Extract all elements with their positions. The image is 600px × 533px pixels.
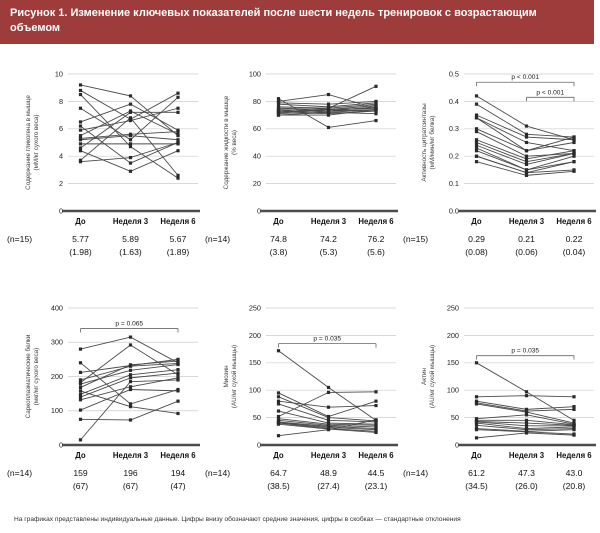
data-point [79,398,82,401]
data-point [176,95,179,98]
sd-value: (0.08) [465,246,488,257]
chart-panel-citrate-synthase [400,60,596,272]
data-point [277,113,280,116]
y-tick-label: 200 [446,330,459,340]
sd-value: (1.89) [166,246,190,257]
data-point [277,97,280,100]
subject-line [477,128,575,150]
data-point [79,389,82,392]
n-label: (n=14) [205,467,231,478]
sd-value: (23.1) [364,480,388,491]
y-tick-label: 0.4 [448,96,459,106]
p-value-bracket [279,335,377,347]
data-point [79,93,82,96]
y-axis-label-text: Актин [421,367,428,385]
y-tick-label: 20 [252,178,261,188]
data-point [79,382,82,385]
x-category-label: Неделя 3 [112,450,149,460]
data-point [475,127,478,130]
x-category-label: Неделя 6 [358,450,394,460]
data-point [129,145,132,148]
y-tick-label: 60 [252,123,261,133]
data-point [374,112,377,115]
data-point [176,176,179,179]
data-point [79,395,82,398]
y-axis-units-text: (% веса) [231,129,238,155]
data-point [572,135,575,138]
data-point [374,108,377,111]
mean-value: 194 [170,467,186,478]
y-tick-label: 100 [50,405,63,415]
data-point [176,110,179,113]
x-category-label: Неделя 6 [358,216,394,226]
sd-value: (26.0) [515,480,538,491]
x-category-label: Неделя 3 [508,450,545,460]
data-point [176,132,179,135]
x-category-label: Неделя 6 [160,450,196,460]
x-category-label: Неделя 6 [160,216,196,226]
data-point [525,413,528,416]
data-point [176,106,179,109]
data-point [525,135,528,138]
chart-panel-fluid [202,60,398,272]
y-tick-label: 0.3 [448,123,459,133]
data-point [176,399,179,402]
y-tick-label: 10 [54,69,63,79]
data-point [79,146,82,149]
x-category-label: До [75,450,86,460]
data-point [572,149,575,152]
data-point [525,394,528,397]
mean-value: 48.9 [320,467,337,478]
y-tick-label: 80 [252,96,261,106]
data-point [525,160,528,163]
y-tick-label: 400 [50,303,63,313]
data-point [129,405,132,408]
data-point [525,163,528,166]
chart-panel-glycogen [4,60,200,272]
mean-value: 44.5 [367,467,385,478]
data-point [277,399,280,402]
data-point [374,418,377,421]
y-tick-label: 40 [252,151,261,161]
p-value-label: p < 0.001 [536,88,565,96]
data-point [79,378,82,381]
data-point [79,142,82,145]
sd-value: (67) [122,480,139,491]
data-point [525,424,528,427]
subject-line [81,337,179,363]
n-label: (n=14) [205,233,231,244]
sd-value: (1.98) [69,246,92,257]
sd-value: (0.04) [562,246,586,257]
data-point [475,130,478,133]
data-point [525,171,528,174]
data-point [176,371,179,374]
charts-grid [0,44,600,506]
x-category-label: Неделя 6 [556,450,592,460]
data-point [79,361,82,364]
data-point [176,130,179,133]
data-point [572,138,575,141]
data-point [475,423,478,426]
data-point [176,141,179,144]
n-label: (n=14) [7,467,33,478]
data-point [475,138,478,141]
data-point [572,152,575,155]
mean-value: 43.0 [565,467,583,478]
data-point [79,89,82,92]
y-tick-label: 150 [248,357,261,367]
subject-line [279,393,377,417]
data-point [129,94,132,97]
data-point [129,138,132,141]
y-tick-label: 100 [446,385,459,395]
y-axis-label-text: Содержание жидкости в мышце [223,95,230,189]
data-point [475,141,478,144]
data-point [327,93,330,96]
data-point [129,402,132,405]
y-axis-units-text: (мМ/кг сухого веса) [33,114,40,171]
data-point [327,416,330,419]
data-point [277,422,280,425]
mean-value: 0.29 [468,233,485,244]
data-point [277,402,280,405]
data-point [525,132,528,135]
x-category-label: Неделя 3 [112,216,149,226]
p-value-label: p = 0.035 [313,335,342,343]
y-axis-label-text: Саркоплазматические белки [25,334,32,419]
sd-value: (34.5) [465,480,488,491]
y-tick-label: 0.5 [448,69,459,79]
data-point [475,428,478,431]
data-point [129,385,132,388]
y-axis-label [421,345,436,408]
data-point [277,395,280,398]
data-point [475,160,478,163]
data-point [176,149,179,152]
mean-value: 47.3 [518,467,535,478]
mean-value: 64.7 [270,467,287,478]
sd-value: (67) [72,480,89,491]
data-point [176,412,179,415]
p-value-bracket [527,89,575,101]
data-point [79,124,82,127]
data-point [129,380,132,383]
data-point [129,373,132,376]
subject-line [477,104,575,137]
n-label: (n=15) [7,233,33,244]
data-point [572,433,575,436]
data-point [79,408,82,411]
data-point [79,347,82,350]
data-point [572,154,575,157]
data-point [572,418,575,421]
data-point [525,390,528,393]
y-tick-label: 0.0 [448,206,459,216]
data-point [129,418,132,421]
data-point [525,141,528,144]
sd-value: (0.06) [515,246,538,257]
gridlines [464,308,594,418]
mean-value: 5.67 [169,233,187,244]
chart-panel-actin [400,294,596,506]
x-category-label: До [75,216,86,226]
data-point [572,428,575,431]
data-point [475,113,478,116]
y-axis-label [421,103,436,182]
y-tick-label: 0 [58,440,63,450]
y-axis-label-text: Содержание гликогена в мышце [25,94,32,190]
y-axis-units-text: (мМ/мин/мг белка) [429,115,436,170]
y-tick-label: 150 [446,357,459,367]
mean-value: 76.2 [367,233,385,244]
data-point [79,128,82,131]
figure-title: Рисунок 1. Изменение ключевых показателей после шести недель тренировок с возрастающим объемом [10,7,537,34]
data-point [475,436,478,439]
data-point [79,417,82,420]
sd-value: (47) [170,480,186,491]
y-tick-label: 4 [58,151,63,161]
data-point [79,438,82,441]
data-point [475,154,478,157]
sd-value: (5.3) [319,246,338,257]
data-point [327,110,330,113]
y-tick-label: 0.1 [448,178,459,188]
data-point [475,116,478,119]
mean-value: 61.2 [468,467,485,478]
data-point [525,149,528,152]
sd-value: (3.8) [269,246,288,257]
y-axis-label [25,94,40,189]
data-point [79,134,82,137]
y-tick-label: 0.2 [448,151,459,161]
y-tick-label: 0 [58,206,63,216]
data-point [277,102,280,105]
data-point [525,431,528,434]
y-tick-label: 0 [256,440,261,450]
data-point [129,376,132,379]
p-value-label: p = 0.035 [511,347,540,355]
sd-value: (20.8) [562,480,586,491]
data-point [129,335,132,338]
data-point [327,386,330,389]
data-point [129,119,132,122]
y-axis-units-text: (AU/мг сухой мышцы) [429,344,436,408]
y-tick-label: 200 [248,330,261,340]
y-tick-label: 100 [248,385,261,395]
data-point [525,124,528,127]
data-point [176,378,179,381]
data-point [475,143,478,146]
data-point [129,156,132,159]
sd-value: (5.6) [367,246,385,257]
x-category-label: До [471,216,482,226]
mean-value: 159 [73,467,88,478]
data-point [129,110,132,113]
p-value-bracket [477,347,575,359]
data-point [525,410,528,413]
data-point [129,161,132,164]
data-point [79,120,82,123]
data-point [327,390,330,393]
data-point [79,370,82,373]
gridlines [266,74,396,184]
data-point [277,349,280,352]
n-label: (n=15) [403,233,429,244]
data-point [475,149,478,152]
data-point [176,389,179,392]
y-tick-label: 0 [256,206,261,216]
data-point [475,402,478,405]
y-tick-label: 300 [50,337,63,347]
data-point [572,141,575,144]
data-point [572,405,575,408]
data-point [475,146,478,149]
gridlines [464,74,594,184]
data-point [277,409,280,412]
data-point [374,84,377,87]
p-value-label: p = 0.065 [115,320,144,328]
y-tick-label: 8 [58,96,63,106]
data-point [129,388,132,391]
n-label: (n=14) [403,467,429,478]
y-axis-label [223,95,238,189]
data-point [374,430,377,433]
data-point [79,149,82,152]
mean-value: 5.77 [72,233,89,244]
data-point [176,138,179,141]
data-point [79,106,82,109]
data-point [79,83,82,86]
data-point [79,138,82,141]
data-point [129,169,132,172]
data-point [327,428,330,431]
data-point [475,361,478,364]
x-category-label: До [273,450,284,460]
y-tick-label: 2 [58,178,63,188]
mean-value: 196 [123,467,138,478]
data-point [277,434,280,437]
data-point [176,368,179,371]
x-category-label: Неделя 6 [556,216,592,226]
data-point [572,407,575,410]
data-point [525,157,528,160]
data-point [129,116,132,119]
data-point [129,368,132,371]
chart-panel-sarcoplasmic-proteins [4,294,200,506]
data-point [129,343,132,346]
figure-title-bar [0,0,594,44]
y-tick-label: 250 [248,303,261,313]
y-tick-label: 6 [58,123,63,133]
data-point [327,418,330,421]
data-point [129,102,132,105]
data-point [79,386,82,389]
data-point [475,395,478,398]
y-tick-label: 250 [446,303,459,313]
data-point [129,142,132,145]
y-tick-label: 200 [50,371,63,381]
data-point [374,390,377,393]
data-point [525,173,528,176]
data-point [176,173,179,176]
data-point [176,363,179,366]
p-value-bracket [477,74,575,86]
x-category-label: Неделя 3 [310,216,347,226]
y-tick-label: 0 [454,440,459,450]
data-point [129,134,132,137]
data-point [525,168,528,171]
mean-value: 74.8 [270,233,287,244]
sd-value: (27.4) [317,480,340,491]
data-point [525,418,528,421]
y-axis-label-text: Активность цитратсинтазы [421,103,428,182]
y-tick-label: 100 [248,69,261,79]
data-point [572,169,575,172]
data-point [572,395,575,398]
data-point [129,363,132,366]
p-value-label: p < 0.001 [511,73,540,81]
mean-value: 0.22 [565,233,583,244]
data-point [475,94,478,97]
data-point [374,399,377,402]
y-tick-label: 50 [252,412,261,422]
y-axis-units-text: (AU/мг сухой мышцы) [231,344,238,408]
data-point [327,113,330,116]
y-axis-label [24,334,40,418]
chart-panel-myosin [202,294,398,506]
p-value-bracket [81,320,179,332]
x-category-label: Неделя 3 [508,216,545,226]
series-markers [79,335,180,441]
y-axis-label-text: Миозин [223,365,230,388]
mean-value: 74.2 [320,233,337,244]
data-point [327,126,330,129]
data-point [525,421,528,424]
data-point [525,154,528,157]
data-point [327,102,330,105]
data-point [572,160,575,163]
y-tick-label: 50 [450,412,459,422]
data-point [374,404,377,407]
x-category-label: До [471,450,482,460]
data-point [475,102,478,105]
mean-value: 0.21 [518,233,535,244]
y-axis-units-text: (мкг/мг сухого веса) [33,347,40,405]
y-axis-label [223,345,238,408]
x-category-label: До [273,216,284,226]
data-point [79,160,82,163]
data-point [79,392,82,395]
sd-value: (1.63) [119,246,142,257]
data-point [277,391,280,394]
data-point [327,405,330,408]
data-point [374,119,377,122]
subject-line [279,392,377,417]
data-point [176,91,179,94]
mean-value: 5.89 [122,233,139,244]
figure-footnote: На графиках представлены индивидуальные данные. Цифры внизу обозначают средние значения, цифры в скобках — стандартные отклонения [14,515,461,523]
data-point [176,359,179,362]
x-category-label: Неделя 3 [310,450,347,460]
sd-value: (38.5) [267,480,290,491]
